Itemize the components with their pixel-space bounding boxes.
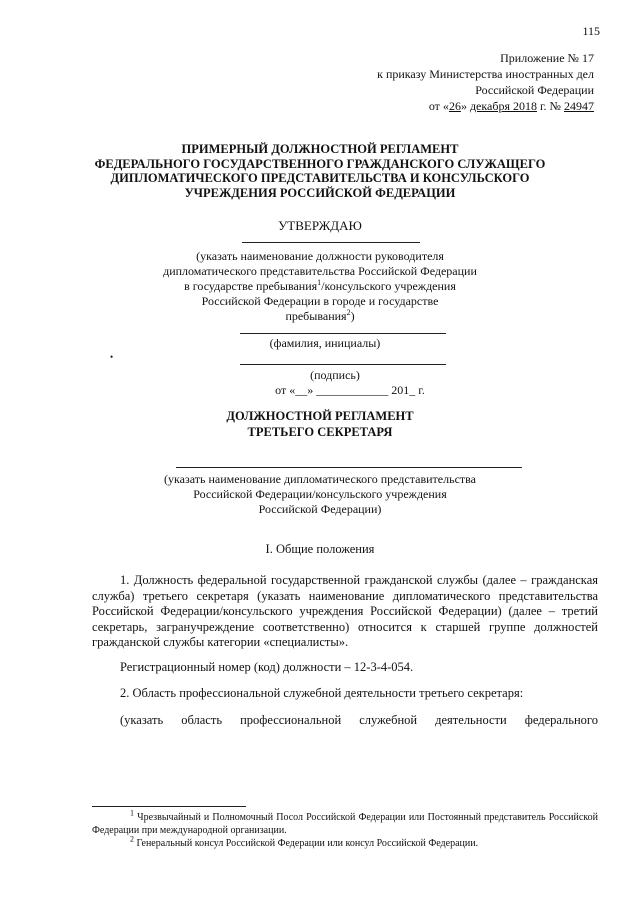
signature-note: (подпись) [310, 368, 360, 382]
footnote-separator [92, 806, 246, 807]
annex-header [274, 50, 594, 114]
title-line-4: УЧРЕЖДЕНИЯ РОССИЙСКОЙ ФЕДЕРАЦИИ [184, 185, 456, 200]
document-title [60, 142, 580, 200]
annex-date-line: от «26» декабря 2018 г. № 24947 [428, 99, 594, 113]
annex-order-number: 24947 [564, 99, 594, 113]
paragraph-1: 1. Должность федеральной государственной гражданской службы (далее – гражданская служба) третьего секретаря (указать наименование дипломатического представительства Российской Федерации/консульского учреждения Российской Федерации) (далее – третий секретарь, загранучреждение соответственно) относится к старшей группе должностей гражданской службы категории «специалисты». [92, 573, 598, 649]
org-rule [176, 467, 522, 468]
page-number: 115 [582, 24, 600, 38]
title-line-3: ДИПЛОМАТИЧЕСКОГО ПРЕДСТАВИТЕЛЬСТВА И КОНСУЛЬСКОГО [110, 171, 530, 185]
paragraph-3: 2. Область профессиональной служебной деятельности третьего секретаря: [120, 686, 524, 700]
signature-rule [240, 364, 446, 365]
annex-line-1: Приложение № 17 [500, 51, 594, 65]
title-line-1: ПРИМЕРНЫЙ ДОЛЖНОСТНОЙ РЕГЛАМЕНТ [181, 142, 459, 156]
head-position-rule [242, 242, 420, 243]
annex-date-month-year: декабря 2018 [469, 99, 537, 113]
name-rule [240, 333, 446, 334]
annex-line-2: к приказу Министерства иностранных дел [377, 67, 594, 81]
stray-mark: • [110, 352, 114, 362]
paragraph-4: (указать область профессиональной служебной деятельности федерального [120, 713, 598, 727]
title-line-2: ФЕДЕРАЛЬНОГО ГОСУДАРСТВЕННОГО ГРАЖДАНСКОГО СЛУЖАЩЕГО [94, 156, 546, 171]
org-note: (указать наименование дипломатического представительства Российской Федерации/консульского учреждения Российской Федерации) [164, 472, 476, 516]
regulation-title: ДОЛЖНОСТНОЙ РЕГЛАМЕНТ ТРЕТЬЕГО СЕКРЕТАРЯ [226, 409, 414, 439]
footnote-1: $^1$ Чрезвычайный и Полномочный Посол Российской Федерации или Постоянный представитель Российской Федерации при международной организации. [92, 808, 598, 836]
footnote-ref-2: 2 [346, 308, 351, 317]
head-position-note: (указать наименование должности руководителя дипломатического представительства Российской Федерации в государстве пребывания$^1$/консульского учреждения Российской Федерации в городе и государстве пребывания$^2$) [163, 249, 477, 323]
annex-line-3: Российской Федерации [475, 83, 594, 97]
name-note: (фамилия, инициалы) [269, 336, 381, 350]
annex-date-day: 26 [448, 99, 461, 113]
footnotes [92, 808, 598, 852]
section-title: I. Общие положения [265, 542, 375, 556]
approval-date-line: от «__» ____________ 201_ г. [275, 383, 425, 397]
footnote-ref-1: 1 [317, 278, 322, 287]
approval-heading: УТВЕРЖДАЮ [278, 218, 362, 233]
footnote-2: $^2$ Генеральный консул Российской Федерации или консул Российской Федерации. [130, 834, 479, 849]
paragraph-2: Регистрационный номер (код) должности – 12-3-4-054. [120, 660, 414, 674]
